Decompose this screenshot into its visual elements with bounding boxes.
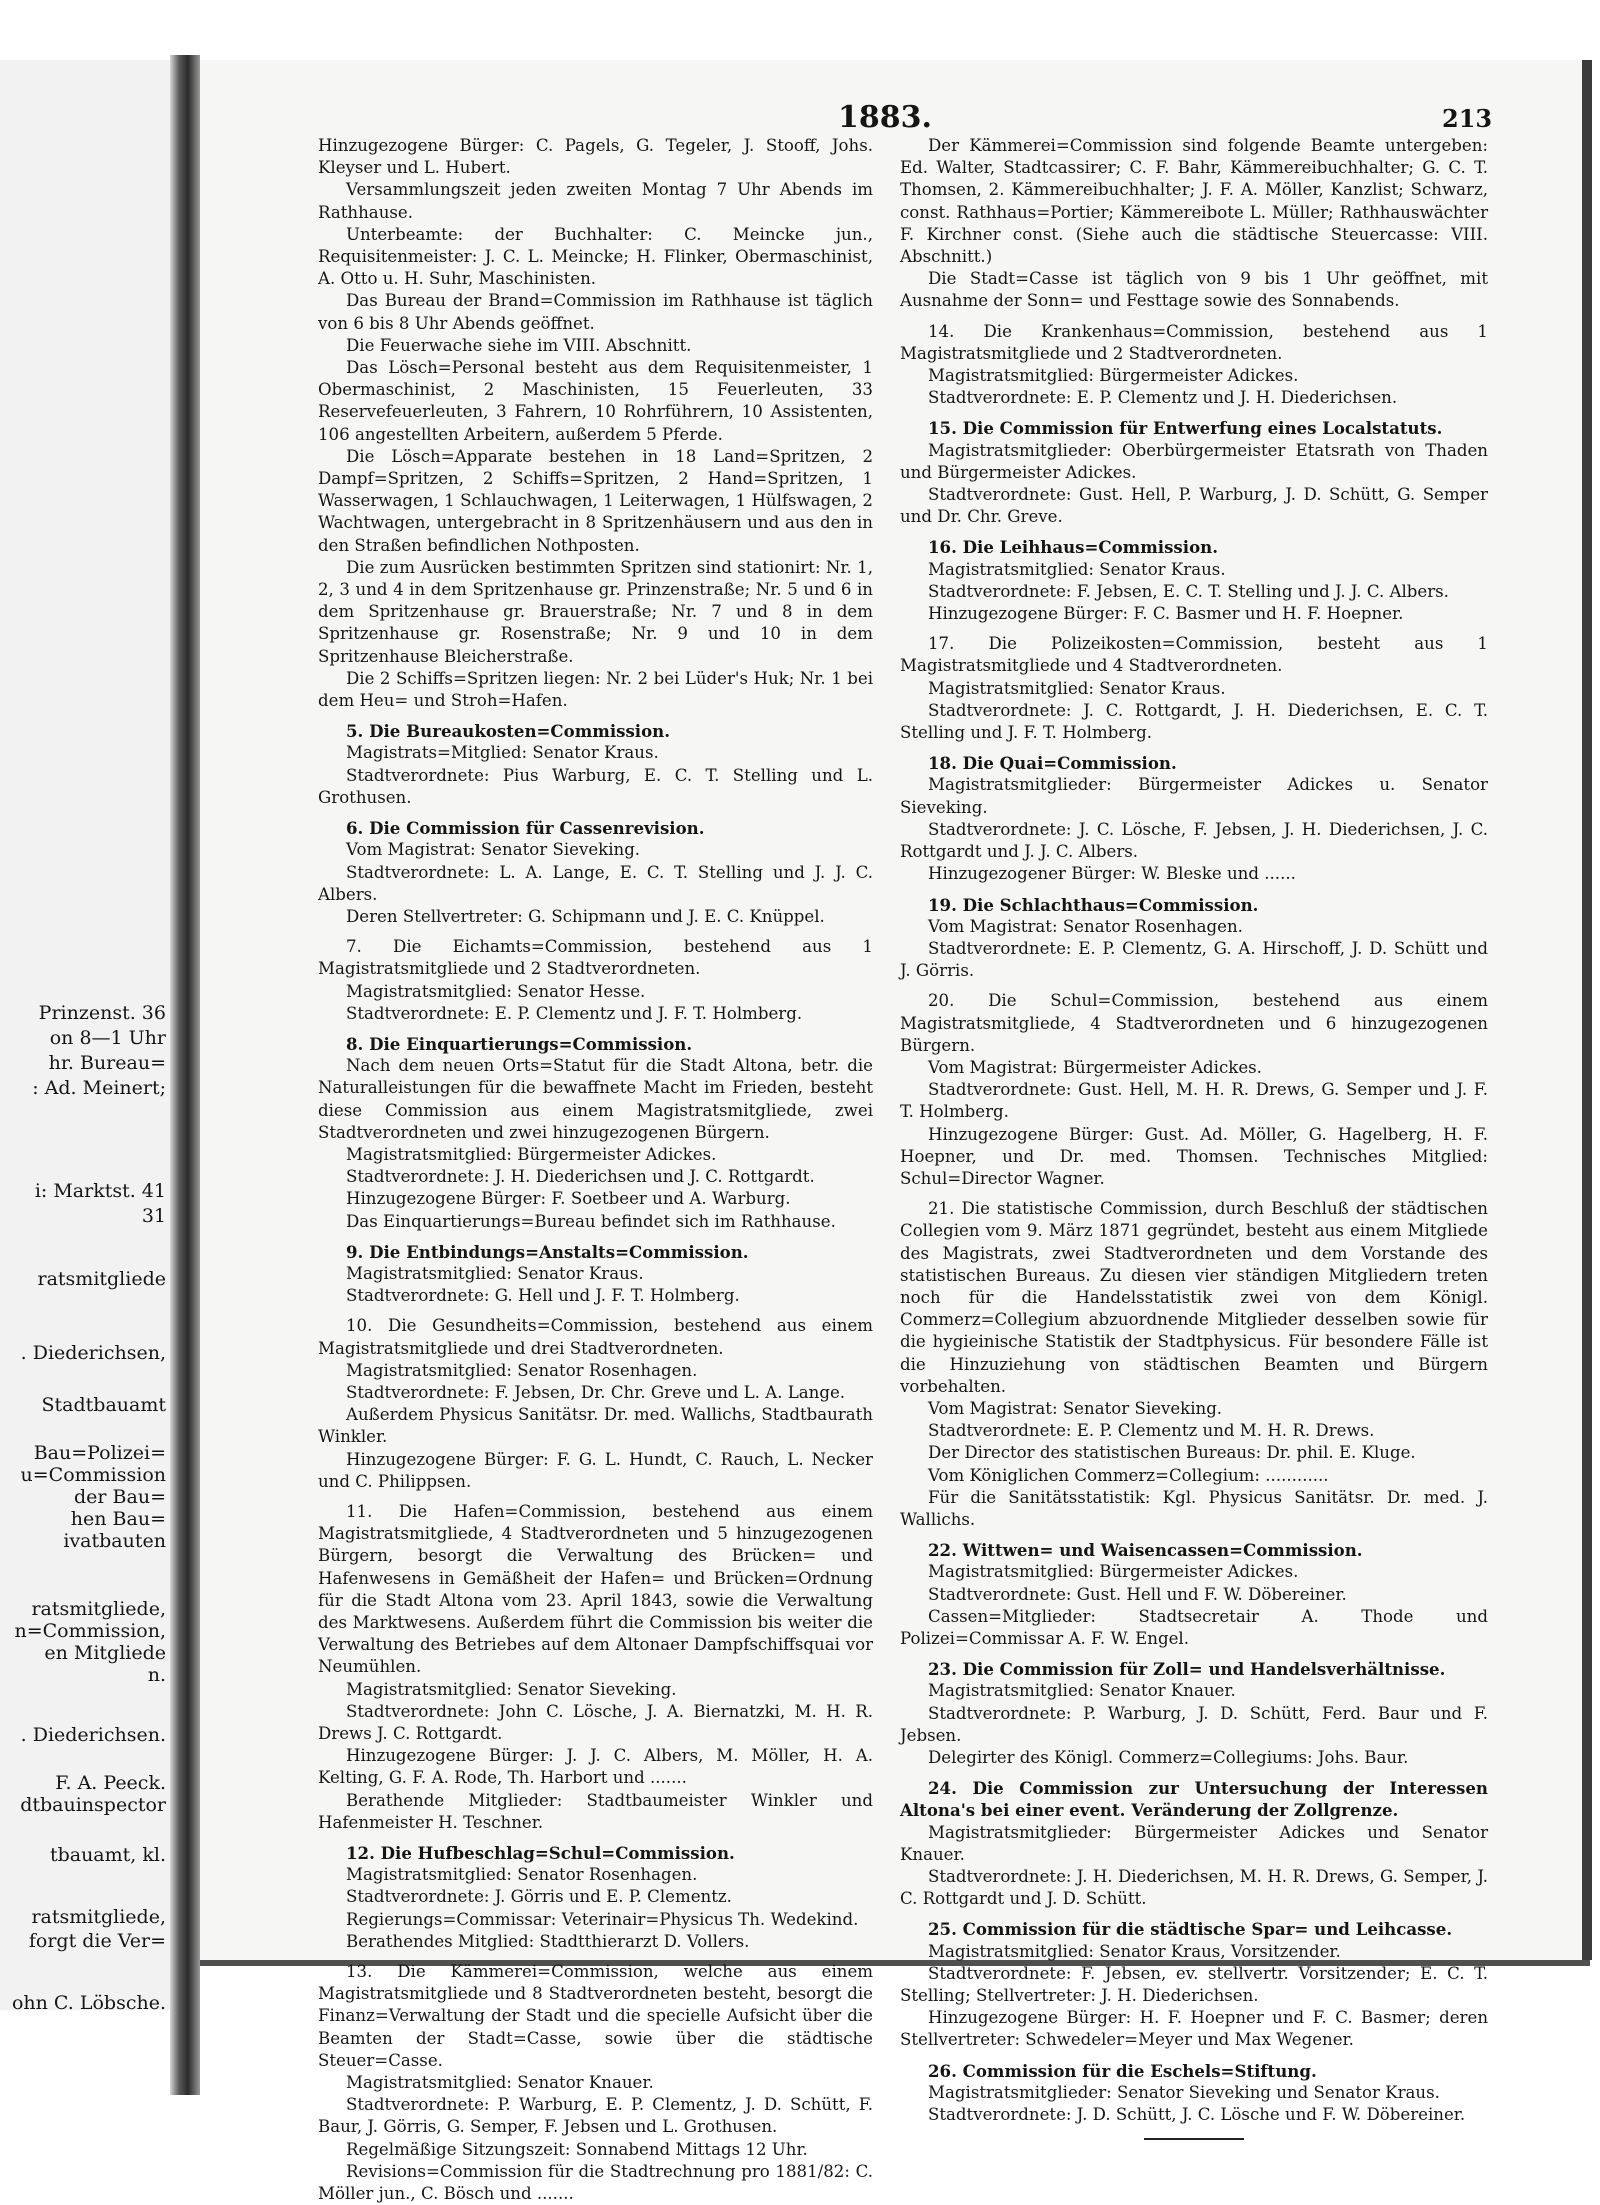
section-heading-paragraph: 16. Die Leihhaus=Commission. xyxy=(928,537,1218,558)
section-heading-paragraph: 17. Die Polizeikosten=Commission, besteht aus 1 Magistratsmitgliede und 4 Stadtverordneten. xyxy=(900,634,1488,676)
section-heading-paragraph: 23. Die Commission für Zoll= und Handelsverhältnisse. xyxy=(928,1659,1446,1680)
section-heading-paragraph: 13. Die Kämmerei=Commission, welche aus einem Magistratsmitgliede und 8 Stadtverordneten besteht, besorgt die Finanz=Verwaltung der Stadt und die specielle Aufsicht über die Beamten der Stadt=Casse, sowie über die städtische Steuer=Casse. xyxy=(318,1962,873,2070)
text-paragraph: Hinzugezogene Bürger: F. G. L. Hundt, C. Rauch, L. Necker und C. Philippsen. xyxy=(318,1449,873,1491)
left-page-fragment xyxy=(0,60,170,2010)
text-paragraph: Stadtverordnete: J. H. Diederichsen, M. H. R. Drews, G. Semper, J. C. Rottgardt und J. D. Schütt. xyxy=(900,1867,1488,1909)
left-page-text-fragment: n. xyxy=(147,1664,166,1686)
text-paragraph: Magistratsmitglied: Bürgermeister Adickes. xyxy=(928,1562,1299,1582)
left-page-text-fragment: Prinzenst. 36 xyxy=(38,1002,166,1024)
text-paragraph: Magistratsmitglied: Bürgermeister Adickes. xyxy=(346,1144,717,1164)
text-paragraph: Nach dem neuen Orts=Statut für die Stadt Altona, betr. die Naturalleistungen für die bewaffnete Macht im Frieden, besteht diese Commission aus einem Magistratsmitgliede, zwei Stadtverordneten und zwei hinzugezogenen Bürgern. xyxy=(318,1056,873,1142)
text-paragraph: Stadtverordnete: J. C. Lösche, F. Jebsen, J. H. Diederichsen, J. C. Rottgardt und J. J. C. Albers. xyxy=(900,819,1488,862)
left-page-text-fragment: ratsmitgliede, xyxy=(31,1598,166,1620)
left-page-text-fragment: hr. Bureau= xyxy=(48,1052,166,1074)
text-paragraph: Berathendes Mitglied: Stadtthierarzt D. Vollers. xyxy=(346,1931,750,1951)
text-paragraph: Magistratsmitglied: Senator Kraus, Vorsitzender. xyxy=(928,1941,1341,1961)
text-paragraph: Hinzugezogene Bürger: J. J. C. Albers, M. Möller, H. A. Kelting, G. F. A. Rode, Th. Harbort und ....... xyxy=(318,1746,873,1788)
text-paragraph: Magistratsmitglieder: Senator Sieveking und Senator Kraus. xyxy=(928,2082,1440,2102)
text-paragraph: Stadtverordnete: P. Warburg, E. P. Clementz, J. D. Schütt, F. Baur, J. Görris, G. Semper, F. Jebsen und L. Grothusen. xyxy=(318,2095,873,2137)
text-paragraph: Magistratsmitglied: Senator Knauer. xyxy=(928,1681,1236,1701)
text-paragraph: Für die Sanitätsstatistik: Kgl. Physicus Sanitätsr. Dr. med. J. Wallichs. xyxy=(900,1487,1488,1529)
section-heading-paragraph: 25. Commission für die städtische Spar= und Leihcasse. xyxy=(928,1919,1453,1940)
left-text-column xyxy=(318,135,873,2205)
text-paragraph: Stadtverordnete: Pius Warburg, E. C. T. Stelling und L. Grothusen. xyxy=(318,765,873,807)
text-paragraph: Versammlungszeit jeden zweiten Montag 7 Uhr Abends im Rathhause. xyxy=(318,180,873,222)
text-paragraph: Die Lösch=Apparate bestehen in 18 Land=Spritzen, 2 Dampf=Spritzen, 2 Schiffs=Spritzen, 2 Hand=Spritzen, 1 Wasserwagen, 1 Schlauchwagen, 1 Leiterwagen, 1 Hülfswagen, 2 Wachtwagen, untergebracht in 8 Spritzenhäusern und aus den in den Straßen befindlichen Nothposten. xyxy=(318,446,873,555)
text-paragraph: Hinzugezogene Bürger: Gust. Ad. Möller, G. Hagelberg, H. F. Hoepner, und Dr. med. Thomsen. Technisches Mitglied: Schul=Director Wagner. xyxy=(900,1124,1488,1188)
text-paragraph: Stadtverordnete: Gust. Hell und F. W. Döbereiner. xyxy=(928,1584,1347,1604)
text-paragraph: Regelmäßige Sitzungszeit: Sonnabend Mittags 12 Uhr. xyxy=(346,2139,808,2159)
text-paragraph: Die zum Ausrücken bestimmten Spritzen sind stationirt: Nr. 1, 2, 3 und 4 in dem Spritzenhause gr. Prinzenstraße; Nr. 5 und 6 in dem Spritzenhause gr. Brauerstraße; Nr. 7 und 8 in dem Spritzenhause gr. Rosenstraße; Nr. 9 und 10 in dem Spritzenhause Bleicherstraße. xyxy=(318,557,873,666)
text-paragraph: Vom Königlichen Commerz=Collegium: ............ xyxy=(928,1465,1329,1485)
section-heading-paragraph: 20. Die Schul=Commission, bestehend aus einem Magistratsmitgliede, 4 Stadtverordneten und 6 hinzugezogenen Bürgern. xyxy=(900,991,1488,1055)
left-page-text-fragment: ratsmitgliede, xyxy=(31,1906,166,1928)
text-paragraph: Magistratsmitglied: Senator Kraus. xyxy=(928,559,1226,579)
section-heading-paragraph: 15. Die Commission für Entwerfung eines Localstatuts. xyxy=(928,418,1443,439)
section-heading-paragraph: 14. Die Krankenhaus=Commission, bestehend aus 1 Magistratsmitgliede und 2 Stadtverordneten. xyxy=(900,321,1488,363)
text-paragraph: Magistratsmitglieder: Bürgermeister Adickes und Senator Knauer. xyxy=(900,1822,1488,1864)
text-paragraph: Revisions=Commission für die Stadtrechnung pro 1881/82: C. Möller jun., C. Bösch und ....... xyxy=(318,2161,873,2204)
text-paragraph: Magistrats=Mitglied: Senator Kraus. xyxy=(346,743,659,763)
text-paragraph: Vom Magistrat: Senator Sieveking. xyxy=(928,1398,1223,1418)
text-paragraph: Magistratsmitglieder: Oberbürgermeister Etatsrath von Thaden und Bürgermeister Adickes. xyxy=(900,440,1488,482)
section-heading-paragraph: 19. Die Schlachthaus=Commission. xyxy=(928,894,1259,915)
section-heading-paragraph: 18. Die Quai=Commission. xyxy=(928,753,1177,774)
text-paragraph: Deren Stellvertreter: G. Schipmann und J. E. C. Knüppel. xyxy=(346,906,825,926)
text-paragraph: Magistratsmitglied: Senator Knauer. xyxy=(346,2073,654,2093)
section-heading-paragraph: 10. Die Gesundheits=Commission, bestehend aus einem Magistratsmitgliede und drei Stadtverordneten. xyxy=(318,1316,873,1358)
section-heading-paragraph: 26. Commission für die Eschels=Stiftung. xyxy=(928,2060,1317,2081)
left-page-text-fragment: forgt die Ver= xyxy=(28,1930,166,1952)
text-paragraph: Stadtverordnete: J. C. Rottgardt, J. H. Diederichsen, E. C. T. Stelling und J. F. T. Holmberg. xyxy=(900,700,1488,743)
text-paragraph: Stadtverordnete: L. A. Lange, E. C. T. Stelling und J. J. C. Albers. xyxy=(318,862,873,904)
page-edge-shadow xyxy=(1582,60,1592,1960)
text-paragraph: Hinzugezogene Bürger: H. F. Hoepner und F. C. Basmer; deren Stellvertreter: Schwedeler=Meyer und Max Wegener. xyxy=(900,2008,1488,2050)
text-paragraph: Das Einquartierungs=Bureau befindet sich im Rathhause. xyxy=(346,1211,836,1231)
text-paragraph: Stadtverordnete: F. Jebsen, E. C. T. Stelling und J. J. C. Albers. xyxy=(928,581,1449,601)
section-heading-paragraph: 7. Die Eichamts=Commission, bestehend aus 1 Magistratsmitgliede und 2 Stadtverordneten. xyxy=(318,937,873,979)
section-heading-paragraph: 11. Die Hafen=Commission, bestehend aus einem Magistratsmitgliede, 4 Stadtverordneten und 5 hinzugezogenen Bürgern, besorgt die Verwaltung des Brücken= und Hafenwesens in Gemäßheit der Hafen= und Brücken=Ordnung für die Stadt Altona vom 23. April 1843, sowie die Verwaltung des Marktwesens. Außerdem führt die Commission bis weiter die Verwaltung des Betriebes auf dem Altonaer Dampfschiffsquai vor Neumühlen. xyxy=(318,1501,873,1677)
text-paragraph: Stadtverordnete: E. P. Clementz und M. H. R. Drews. xyxy=(928,1421,1375,1441)
left-page-text-fragment: hen Bau= xyxy=(70,1508,166,1530)
page-number: 213 xyxy=(1442,104,1493,133)
text-paragraph: Hinzugezogene Bürger: F. C. Basmer und H. F. Hoepner. xyxy=(928,604,1404,624)
section-heading-paragraph: 6. Die Commission für Cassenrevision. xyxy=(346,818,705,839)
text-paragraph: Magistratsmitglied: Senator Kraus. xyxy=(346,1263,644,1283)
text-paragraph: Stadtverordnete: F. Jebsen, ev. stellvertr. Vorsitzender; E. C. T. Stelling; Stellvertreter: J. H. Diederichsen. xyxy=(900,1963,1488,2006)
text-paragraph: Vom Magistrat: Senator Sieveking. xyxy=(346,840,641,860)
text-paragraph: Die 2 Schiffs=Spritzen liegen: Nr. 2 bei Lüder's Huk; Nr. 1 bei dem Heu= und Stroh=Hafen. xyxy=(318,668,873,711)
right-text-column xyxy=(900,135,1488,2140)
text-paragraph: Magistratsmitglied: Senator Rosenhagen. xyxy=(346,1865,698,1885)
left-page-text-fragment: F. A. Peeck. xyxy=(55,1772,166,1794)
text-paragraph: Magistratsmitglied: Senator Kraus. xyxy=(928,678,1226,698)
text-paragraph: Die Feuerwache siehe im VIII. Abschnitt. xyxy=(346,335,692,355)
left-page-text-fragment: . Diederichsen. xyxy=(20,1724,166,1746)
text-paragraph: Stadtverordnete: E. P. Clementz, G. A. Hirschoff, J. D. Schütt und J. Görris. xyxy=(900,938,1488,981)
text-paragraph: Der Kämmerei=Commission sind folgende Beamte untergeben: Ed. Walter, Stadtcassirer; C. F. Bahr, Kämmereibuchhalter; G. C. T. Thomsen, 2. Kämmereibuchhalter; J. F. A. Möller, Kanzlist; Schwarz, const. Rathhaus=Portier; Kämmereibote L. Müller; Rathhauswächter F. Kirchner const. (Siehe auch die städtische Steuercasse: VIII. Abschnitt.) xyxy=(900,136,1488,267)
text-paragraph: Stadtverordnete: J. H. Diederichsen und J. C. Rottgardt. xyxy=(346,1167,815,1187)
left-page-text-fragment: dtbauinspector xyxy=(20,1794,166,1816)
text-paragraph: Das Bureau der Brand=Commission im Rathhause ist täglich von 6 bis 8 Uhr Abends geöffnet. xyxy=(318,291,873,333)
text-paragraph: Stadtverordnete: Gust. Hell, M. H. R. Drews, G. Semper und J. F. T. Holmberg. xyxy=(900,1080,1488,1122)
left-page-text-fragment: . Diederichsen, xyxy=(20,1342,166,1364)
text-paragraph: Stadtverordnete: G. Hell und J. F. T. Holmberg. xyxy=(346,1286,740,1306)
section-heading-paragraph: 12. Die Hufbeschlag=Schul=Commission. xyxy=(346,1843,735,1864)
section-heading-paragraph: 21. Die statistische Commission, durch Beschluß der städtischen Collegien vom 9. März 1871 gegründet, besteht aus einem Mitgliede des Magistrats, zwei Stadtverordneten und dem Vorstande des statistischen Bureaus. Zu diesen vier ständigen Mitgliedern treten noch für die Handelsstatistik zwei von dem Königl. Commerz=Collegium abzuordnende Mitglieder desselben sowie für die hygieinische Statistik der Stadtphysicus. Für besondere Fälle ist die Hinzuziehung von städtischen Beamten und Bürgern vorbehalten. xyxy=(900,1199,1488,1396)
book-gutter xyxy=(170,55,200,2095)
text-paragraph: Magistratsmitglied: Senator Hesse. xyxy=(346,981,646,1001)
text-paragraph: Magistratsmitglied: Bürgermeister Adickes. xyxy=(928,366,1299,386)
text-paragraph: Außerdem Physicus Sanitätsr. Dr. med. Wallichs, Stadtbaurath Winkler. xyxy=(318,1405,873,1447)
text-paragraph: Stadtverordnete: Gust. Hell, P. Warburg, J. D. Schütt, G. Semper und Dr. Chr. Greve. xyxy=(900,485,1488,527)
page-year: 1883. xyxy=(838,100,932,135)
left-page-text-fragment: ohn C. Löbsche. xyxy=(11,1992,166,2010)
text-paragraph: Stadtverordnete: F. Jebsen, Dr. Chr. Greve und L. A. Lange. xyxy=(346,1382,846,1402)
left-page-text-fragment: u=Commission xyxy=(20,1464,166,1486)
text-paragraph: Stadtverordnete: P. Warburg, J. D. Schütt, Ferd. Baur und F. Jebsen. xyxy=(900,1703,1488,1745)
text-paragraph: Vom Magistrat: Senator Rosenhagen. xyxy=(928,916,1243,936)
text-paragraph: Magistratsmitglied: Senator Rosenhagen. xyxy=(346,1360,698,1380)
left-page-text-fragment: en Mitgliede xyxy=(44,1642,166,1664)
text-paragraph: Der Director des statistischen Bureaus: Dr. phil. E. Kluge. xyxy=(928,1443,1416,1463)
left-page-text-fragment: der Bau= xyxy=(74,1486,166,1508)
text-paragraph: Das Lösch=Personal besteht aus dem Requisitenmeister, 1 Obermaschinist, 2 Maschinisten, 15 Feuerleuten, 33 Reservefeuerleuten, 3 Fahrern, 10 Rohrführern, 10 Assistenten, 106 angestellten Arbeitern, außerdem 5 Pferde. xyxy=(318,358,873,444)
text-paragraph: Hinzugezogene Bürger: C. Pagels, G. Tegeler, J. Stooff, Johs. Kleyser und L. Hubert. xyxy=(318,136,873,178)
text-paragraph: Regierungs=Commissar: Veterinair=Physicus Th. Wedekind. xyxy=(346,1909,859,1929)
left-page-text-fragment: ratsmitgliede xyxy=(37,1268,166,1290)
text-paragraph: Unterbeamte: der Buchhalter: C. Meincke jun., Requisitenmeister: J. C. L. Meincke; H. Flinker, Obermaschinist, A. Otto u. H. Suhr, Maschinisten. xyxy=(318,224,873,289)
text-paragraph: Cassen=Mitglieder: Stadtsecretair A. Thode und Polizei=Commissar A. F. W. Engel. xyxy=(900,1606,1488,1648)
section-heading-paragraph: 24. Die Commission zur Untersuchung der Interessen Altona's bei einer event. Veränderung der Zollgrenze. xyxy=(900,1778,1488,1821)
left-page-text-fragment: i: Marktst. 41 xyxy=(34,1180,166,1202)
text-paragraph: Stadtverordnete: J. Görris und E. P. Clementz. xyxy=(346,1887,732,1907)
section-heading-paragraph: 8. Die Einquartierungs=Commission. xyxy=(346,1033,693,1054)
text-paragraph: Magistratsmitglieder: Bürgermeister Adickes u. Senator Sieveking. xyxy=(900,775,1488,817)
text-paragraph: Berathende Mitglieder: Stadtbaumeister Winkler und Hafenmeister H. Teschner. xyxy=(318,1790,873,1832)
text-paragraph: Vom Magistrat: Bürgermeister Adickes. xyxy=(928,1057,1262,1077)
section-heading-paragraph: 9. Die Entbindungs=Anstalts=Commission. xyxy=(346,1241,749,1262)
left-page-text-fragment: n=Commission, xyxy=(14,1620,166,1642)
left-page-text-fragment: ivatbauten xyxy=(63,1530,166,1552)
section-heading-paragraph: 22. Wittwen= und Waisencassen=Commission. xyxy=(928,1540,1363,1561)
text-paragraph: Delegirter des Königl. Commerz=Collegiums: Johs. Baur. xyxy=(928,1748,1409,1768)
text-paragraph: Stadtverordnete: John C. Lösche, J. A. Biernatzki, M. H. R. Drews J. C. Rottgardt. xyxy=(318,1701,873,1744)
left-page-text-fragment: : Ad. Meinert; xyxy=(32,1077,166,1099)
text-paragraph: Hinzugezogene Bürger: F. Soetbeer und A. Warburg. xyxy=(346,1189,791,1209)
left-page-text-fragment: Bau=Polizei= xyxy=(33,1442,166,1464)
text-paragraph: Magistratsmitglied: Senator Sieveking. xyxy=(346,1679,677,1699)
text-paragraph: Stadtverordnete: E. P. Clementz und J. H. Diederichsen. xyxy=(928,388,1398,408)
left-page-text-fragment: Stadtbauamt xyxy=(41,1394,166,1416)
closing-rule xyxy=(1144,2138,1244,2140)
left-page-text-fragment: tbauamt, kl. xyxy=(49,1844,166,1866)
text-paragraph: Die Stadt=Casse ist täglich von 9 bis 1 Uhr geöffnet, mit Ausnahme der Sonn= und Festtage sowie des Sonnabends. xyxy=(900,269,1488,311)
text-paragraph: Hinzugezogener Bürger: W. Bleske und ...... xyxy=(928,864,1296,884)
left-page-text-fragment: on 8—1 Uhr xyxy=(49,1027,166,1049)
section-heading-paragraph: 5. Die Bureaukosten=Commission. xyxy=(346,721,671,742)
text-paragraph: Stadtverordnete: E. P. Clementz und J. F. T. Holmberg. xyxy=(346,1003,803,1023)
left-page-text-fragment: 31 xyxy=(141,1205,166,1227)
text-paragraph: Stadtverordnete: J. D. Schütt, J. C. Lösche und F. W. Döbereiner. xyxy=(928,2105,1466,2125)
